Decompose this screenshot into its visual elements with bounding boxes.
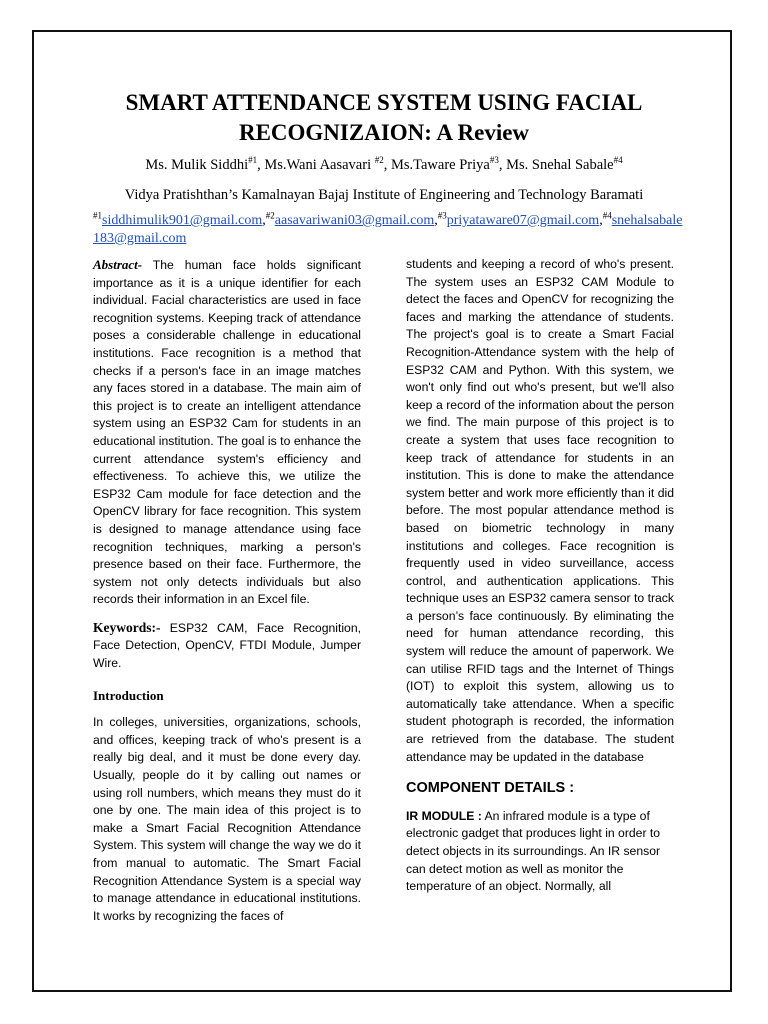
abstract-label: Abstract- [93,257,143,272]
abstract-text: The human face holds significant importance as it is a unique identifier for each individual. Facial characteristics are used in face recognition systems. Keeping track of attendance poses a considerable challenge in educational institutions. Face recognition is a method that checks if a person's face in an image matches any faces stored in a database. The main aim of this project is to create an intelligent attendance system using an ESP32 Cam for students in an educational institution. The goal is to enhance the current attendance system's efficiency and effectiveness. To achieve this, we utilize the ESP32 Cam module for face detection and the OpenCV library for face recognition. This system is designed to manage attendance using face recognition techniques, marking a person's presence based on their face. Furthermore, the system not only detects individuals but also records their information in an Excel file. [93,258,361,607]
left-column [93,256,361,925]
author-2: Ms.Wani Aasavari $^{\#2}$, [264,155,391,173]
title-line-2: RECOGNIZAION: A Review [238,120,530,145]
author-list [36,155,732,175]
author-4: Ms. Snehal Sabale$^{\#4}$ [506,155,623,173]
component-details-heading: COMPONENT DETAILS : [406,780,575,797]
title-line-1: SMART ATTENDANCE SYSTEM USING FACIAL [125,90,643,115]
email-link-4[interactable]: snehalsabale183@gmail.com [93,213,683,246]
author-1: Ms. Mulik Siddhi$^{\#1}$, [145,155,265,173]
email-link-2[interactable]: aasavariwani03@gmail.com [274,213,435,228]
author-3: Ms.Taware Priya$^{\#3}$, [390,155,507,173]
abstract [93,256,361,609]
paper-title [36,88,732,148]
keywords [93,619,361,673]
introduction-heading: Introduction [93,687,164,703]
ir-module-text: An infrared module is a type of electronic gadget that produces light in order to detect objects in its surroundings. An IR sensor can detect motion as well as monitor the temperature of an object. Normally, all [406,808,661,894]
right-column [406,256,674,896]
ir-module-label: IR MODULE : [406,808,482,823]
email-link-3[interactable]: priyataware07@gmail.com [446,213,600,228]
introduction-continued: students and keeping a record of who's present. The system uses an ESP32 CAM Module to detect the faces and OpenCV for recognizing the faces and marking the attendance of students. The project's goal is to create a Smart Facial Recognition-Attendance system with the help of ESP32 CAM and Python. With this system, we won't only find out who's present, but we'll also keep a record of the information about the person we find. The main purpose of this project is to create a system that uses face recognition to keep track of attendance for students in an institution. This is done to make the attendance system better and work more efficiently than it did before. The most popular attendance method is based on biometric technology in many institutions and colleges. Face recognition is frequently used in video surveillance, access control, and authentication applications. This technique uses an ESP32 camera sensor to track a person’s face continuously. By eliminating the need for human attendance recording, this system will reduce the amount of paperwork. We can utilise RFID tags and the Internet of Things (IOT) to exploit this system, allowing us to automatically take attendance. When a specific student photograph is recorded, the information are retrieved from the database. The student attendance may be updated in the database [406,257,674,764]
email-list: $^{\#1}$siddhimulik901@gmail.com,$^{\#2}$aasavariwani03@gmail.com,$^{\#3}$priyataware07@gmail.com,$^{\#4}$snehalsabale183@gmail.com [93,210,683,246]
email-link-1[interactable]: siddhimulik901@gmail.com [102,213,263,228]
affiliation: Vidya Pratishthan’s Kamalnayan Bajaj Institute of Engineering and Technology Baramati [124,187,644,203]
ir-module-paragraph [406,808,674,896]
keywords-label: Keywords:- [93,619,161,635]
keywords-text: ESP32 CAM, Face Recognition, Face Detection, OpenCV, FTDI Module, Jumper Wire. [93,620,361,671]
introduction-text: In colleges, universities, organizations, schools, and offices, keeping track of who's present is a really big deal, and it must be done every day. Usually, people do it by calling out names or using roll numbers, which means they must do it one by one. The main idea of this project is to make a Smart Facial Recognition Attendance System. This system will change the way we do it from manual to automatic. The Smart Facial Recognition Attendance System is a special way to manage attendance in educational institutions. It works by recognizing the faces of [93,715,361,923]
